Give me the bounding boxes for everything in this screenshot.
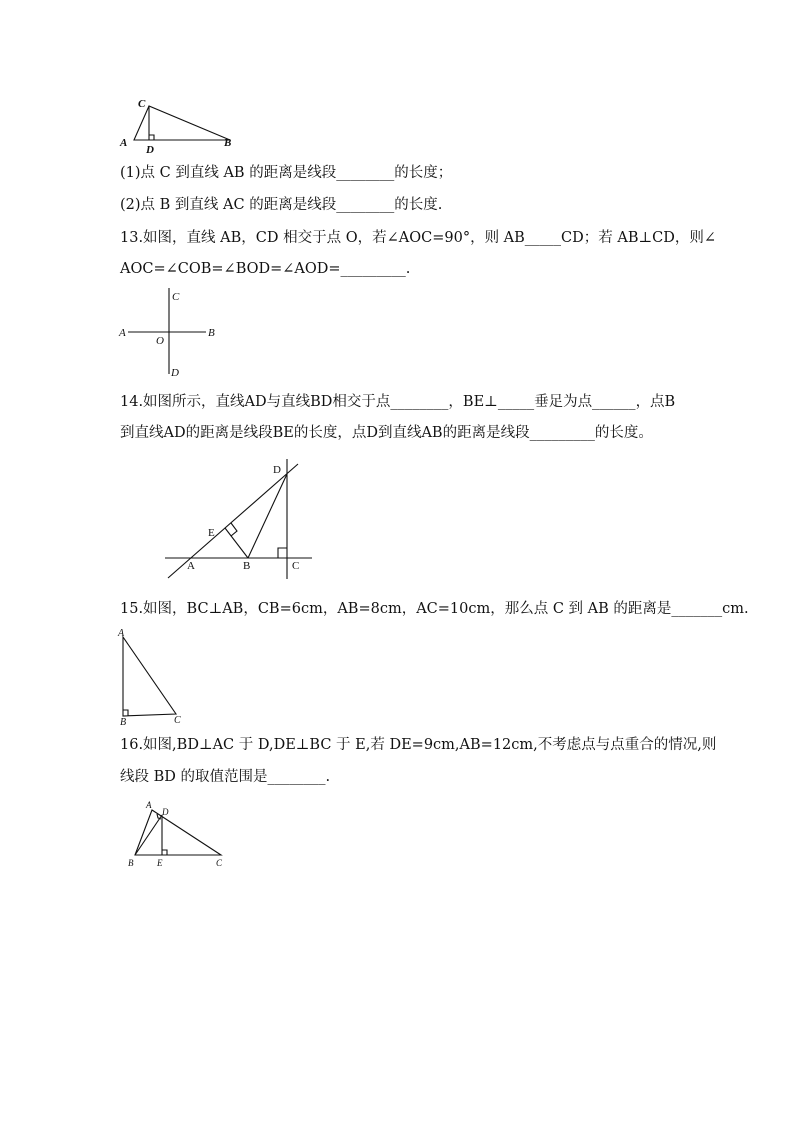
label-c: C [172,291,180,303]
label-c: C [138,98,146,110]
label-a: A [146,800,152,810]
triangle-abc [135,810,221,855]
figure-q13-perpendicular-lines [116,284,226,382]
label-a: A [118,628,125,639]
label-c: C [216,858,223,868]
label-a: A [120,137,128,149]
label-c: C [174,715,181,726]
label-b: B [243,560,251,572]
label-a: A [119,327,126,339]
q12-part1: (1)点 C 到直线 AB 的距离是线段________的长度； [120,165,453,181]
q13-line2: AOC=∠COB=∠BOD=∠AOD=_________. [120,261,411,277]
q13-line1: 13.如图，直线 AB，CD 相交于点 O，若∠AOC=90°，则 AB_____CD；若 AB⊥CD，则∠ [120,230,717,246]
label-e: E [208,527,215,539]
label-b: B [224,137,232,149]
label-o: O [156,335,164,347]
q15-line1: 15.如图，BC⊥AB，CB=6cm，AB=8cm，AC=10cm，那么点 C 到 AB 的距离是_______cm. [120,601,749,617]
figure-q14 [160,455,320,581]
perpendicular-bd [135,815,162,855]
right-angle-mark-e [162,850,167,855]
q14-line1: 14.如图所示，直线AD与直线BD相交于点________，BE⊥_____垂足为点______，点B [120,394,676,410]
right-angle-mark-e [231,523,237,536]
label-c: C [292,560,300,572]
q14-line2: 到直线AD的距离是线段BE的长度，点D到直线AB的距离是线段_________的长度。 [120,425,653,441]
label-e: E [157,858,163,868]
q12-part2: (2)点 B 到直线 AC 的距离是线段________的长度. [120,197,443,213]
right-angle-mark-c [278,548,287,558]
label-b: B [208,327,215,339]
perpendicular-be [225,528,248,558]
q16-line1: 16.如图,BD⊥AC 于 D,DE⊥BC 于 E,若 DE=9cm,AB=12cm,不考虑点与点重合的情况,则 [120,737,717,753]
figure-q16 [120,796,230,872]
label-a: A [187,560,195,572]
q16-line2: 线段 BD 的取值范围是________. [120,769,331,785]
line-bd [248,474,287,558]
figure-q15-right-triangle [116,627,192,727]
label-b: B [128,858,134,868]
right-angle-mark [149,135,154,140]
label-b: B [120,717,127,727]
triangle-abc [134,106,230,140]
label-d: D [162,807,169,817]
triangle-abc [123,637,176,716]
right-angle-mark-b [123,710,128,716]
label-d: D [146,144,154,156]
label-d: D [171,367,179,379]
label-d: D [273,464,281,476]
figure-q12-triangle [116,94,236,156]
